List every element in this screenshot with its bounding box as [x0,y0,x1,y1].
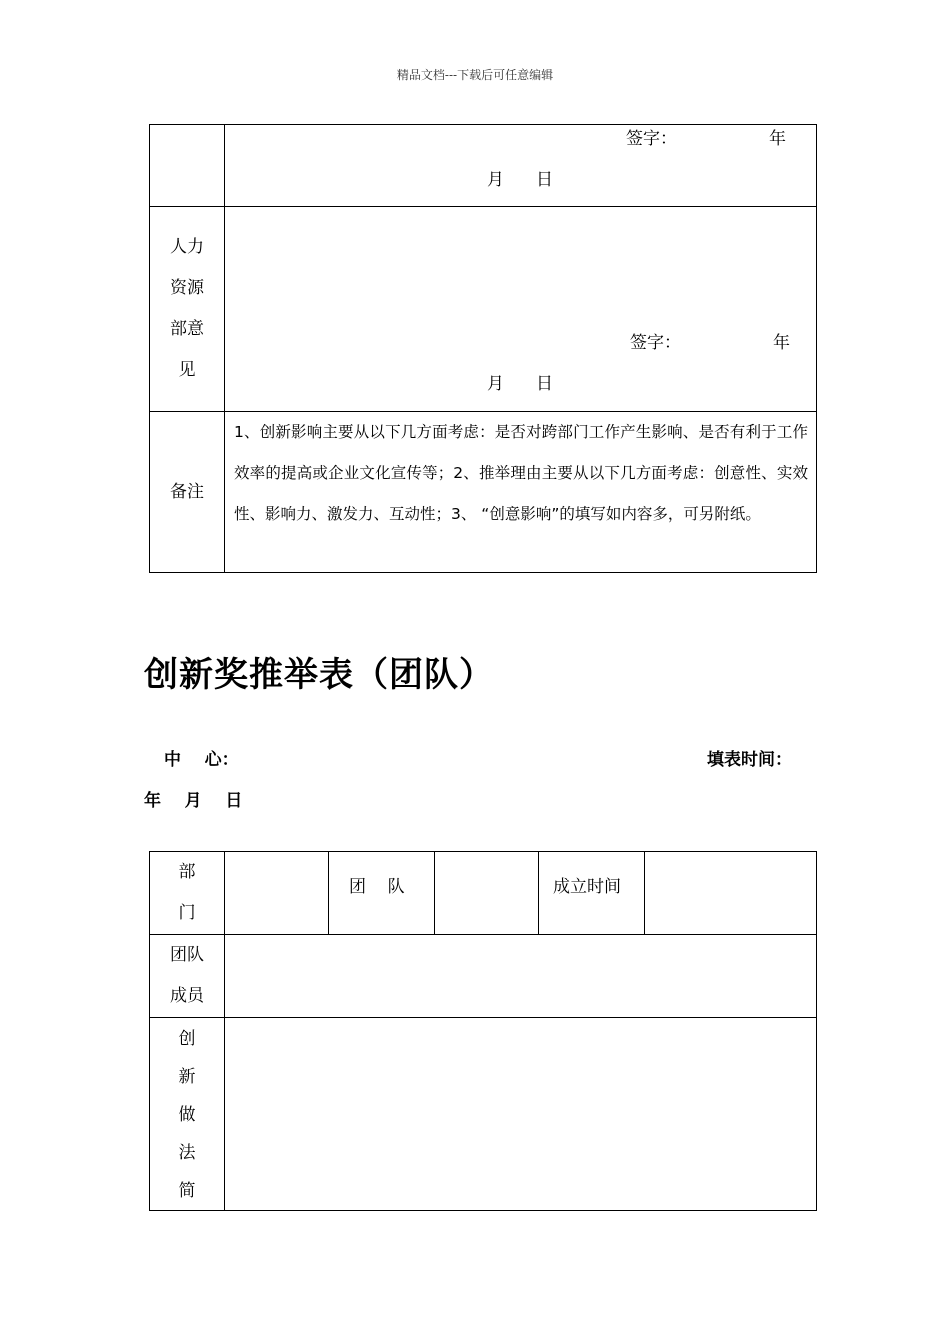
remarks-label: 备注 [150,412,225,573]
hr-opinion-label: 人力 资源 部意 见 [150,207,225,412]
members-row [150,935,817,1018]
year-label: 年 [773,333,790,353]
founded-label: 成立时间 [539,852,645,935]
dept-row [150,852,817,935]
remarks-text: 1、创新影响主要从以下几方面考虑：是否对跨部门工作产生影响、是否有利于工作效率的提高或企业文化宣传等；2、推举理由主要从以下几方面考虑：创意性、实效性、影响力、激发力、互动性；3、 “创意影响”的填写如内容多，可另附纸。 [234,423,808,523]
hr-opinion-row [150,207,817,412]
sign-label: 签字： [626,129,677,149]
day-label: 日 [536,374,553,394]
team-form-table [149,851,817,1211]
members-label: 团队 成员 [150,935,225,1018]
dept-label: 部 门 [150,852,225,935]
dept-input[interactable] [225,852,329,935]
center-label: 中 心： [164,750,239,770]
fill-time-label: 填表时间： [707,750,792,770]
practice-input[interactable] [225,1018,817,1211]
team-input[interactable] [435,852,539,935]
year-label: 年 [769,129,786,149]
founded-input[interactable] [645,852,817,935]
page-title: 创新奖推举表（团队） [144,655,494,695]
team-label: 团 队 [329,852,435,935]
date-line: 年 月 日 [144,791,243,811]
day-label: 日 [536,170,553,190]
page-header: 精品文档---下载后可任意编辑 [396,68,554,82]
practice-label: 创 新 做 法 简 [150,1018,225,1211]
month-label: 月 [487,374,504,394]
practice-row [150,1018,817,1211]
sign-label: 签字： [630,333,681,353]
hr-opinion-cell[interactable] [225,207,817,412]
remarks-cell [225,412,817,573]
signature-cell [225,125,817,207]
empty-label-cell [150,125,225,207]
remarks-row [150,412,817,573]
members-input[interactable] [225,935,817,1018]
opinion-table [149,124,817,573]
hr-opinion-full-label [0,0,1,1]
month-label: 月 [487,170,504,190]
signature-row [150,125,817,207]
